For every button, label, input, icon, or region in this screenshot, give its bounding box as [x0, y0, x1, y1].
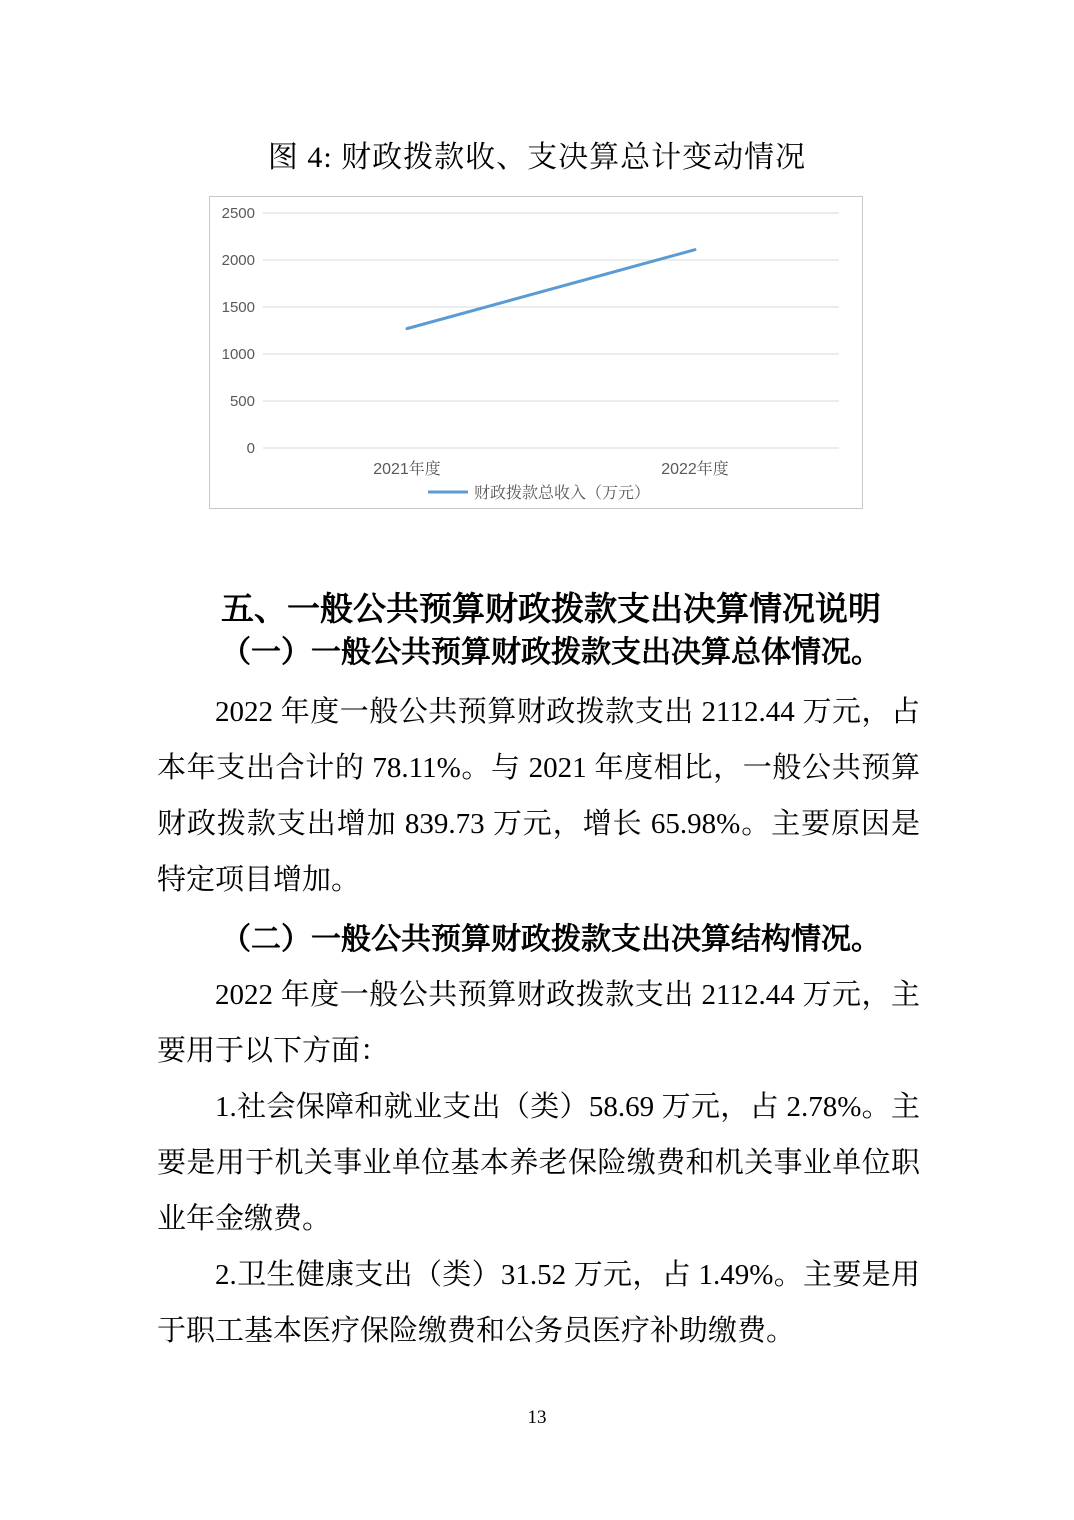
line-chart [209, 196, 863, 509]
list-item-social-security: 1.社会保障和就业支出（类）58.69 万元，占 2.78%。主要是用于机关事业单位基本养老保险缴费和机关事业单位职业年金缴费。 [157, 1091, 920, 1235]
svg-text:500: 500 [229, 393, 255, 410]
svg-text:财政拨款总收入（万元）: 财政拨款总收入（万元） [474, 485, 651, 502]
list-item-health: 2.卫生健康支出（类）31.52 万元，占 1.49%。主要是用于职工基本医疗保险缴费和公务员医疗补助缴费。 [157, 1259, 920, 1347]
page-number: 13 [527, 1407, 547, 1428]
svg-text:2022年度: 2022年度 [661, 461, 729, 478]
svg-text:1500: 1500 [221, 299, 255, 316]
section-heading: 五、一般公共预算财政拨款支出决算情况说明 [221, 590, 881, 627]
svg-text:1000: 1000 [221, 346, 255, 363]
svg-text:2021年度: 2021年度 [373, 461, 441, 478]
subsection-2-heading: （二）一般公共预算财政拨款支出决算结构情况。 [221, 923, 881, 956]
subsection-1-heading: （一）一般公共预算财政拨款支出决算总体情况。 [221, 636, 881, 669]
svg-text:0: 0 [246, 440, 255, 457]
paragraph-structure-intro: 2022 年度一般公共预算财政拨款支出 2112.44 万元，主要用于以下方面： [157, 979, 920, 1067]
figure-chart-svg [210, 197, 862, 508]
svg-text:2500: 2500 [221, 205, 255, 222]
paragraph-overall-situation: 2022 年度一般公共预算财政拨款支出 2112.44 万元，占本年支出合计的 78.11%。与 2021 年度相比，一般公共预算财政拨款支出增加 839.73 万元，增长 65.98%。主要原因是特定项目增加。 [157, 696, 920, 896]
figure-title: 图 4: 财政拨款收、支决算总计变动情况 [267, 141, 807, 174]
svg-text:2000: 2000 [221, 252, 255, 269]
